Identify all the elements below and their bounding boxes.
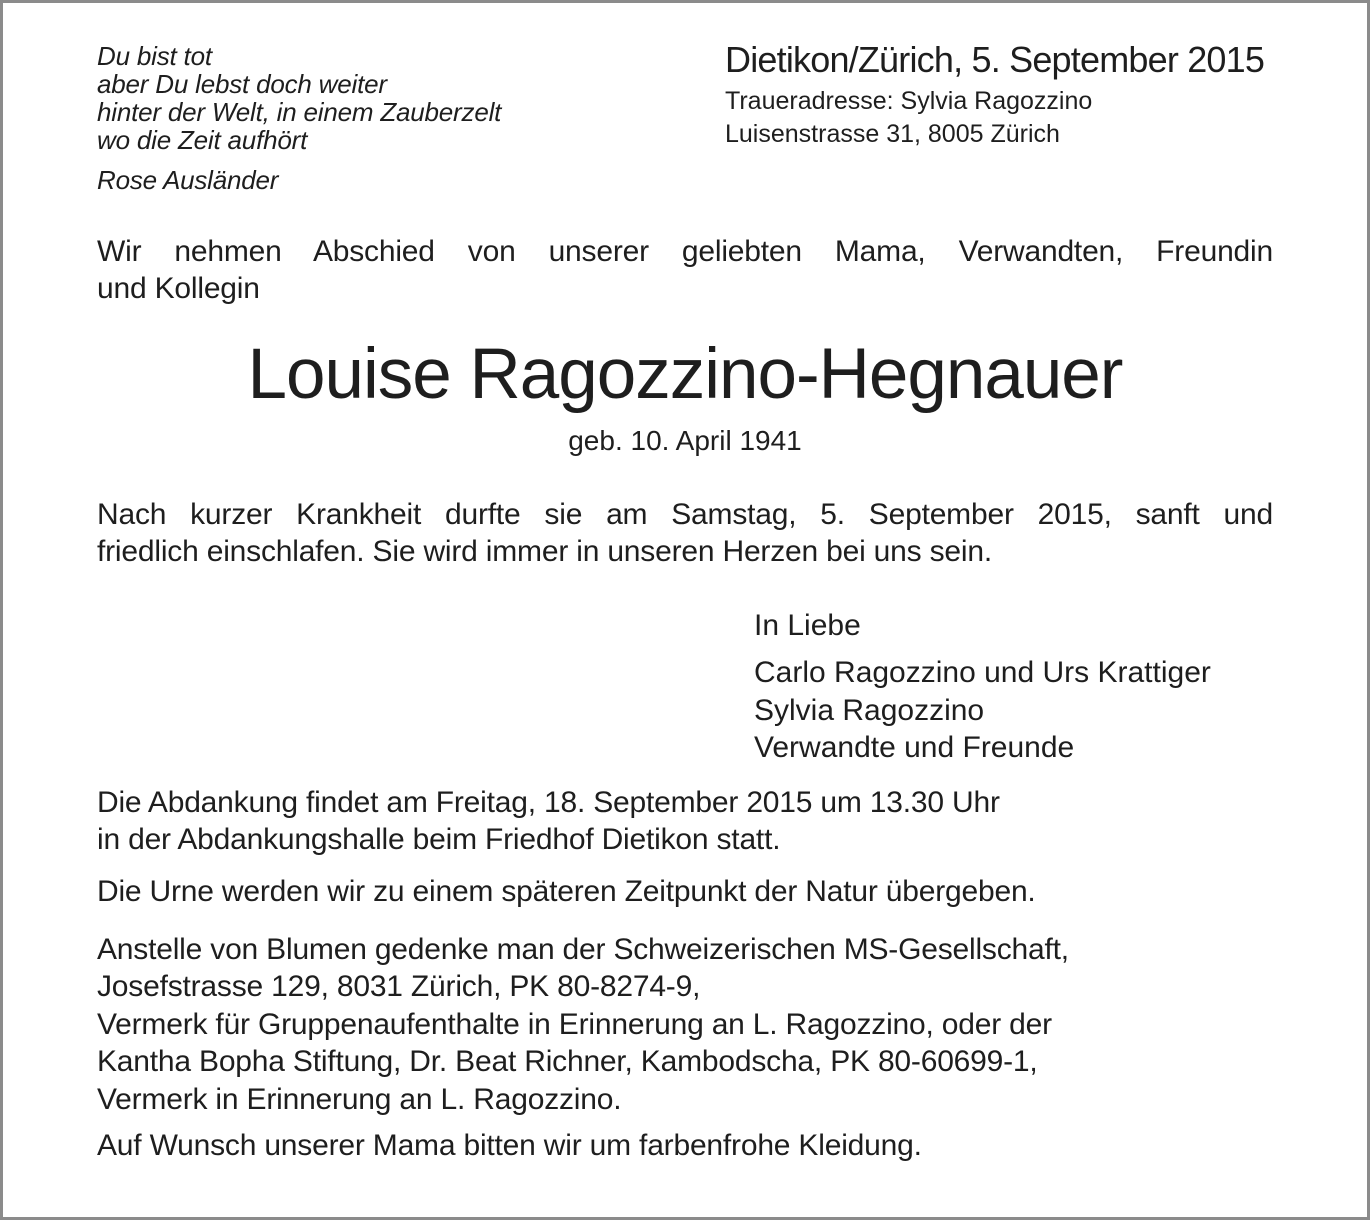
service-paragraph bbox=[97, 784, 1273, 859]
intro-line: Wir nehmen Abschied von unserer geliebten Mama, Verwandten, Freundin bbox=[97, 235, 1273, 268]
service-line: in der Abdankungshalle beim Friedhof Dietikon statt. bbox=[97, 823, 781, 857]
intro-paragraph bbox=[97, 233, 1273, 308]
signature-salutation: In Liebe bbox=[754, 609, 861, 642]
closing-paragraph bbox=[97, 1127, 1273, 1164]
deceased-name: Louise Ragozzino-Hegnauer bbox=[247, 335, 1123, 414]
donations-line: Vermerk für Gruppenaufenthalte in Erinnerung an L. Ragozzino, oder der bbox=[97, 1007, 1052, 1041]
dateline-block bbox=[725, 39, 1264, 151]
urn-paragraph bbox=[97, 873, 1273, 910]
donations-paragraph bbox=[97, 931, 1273, 1118]
place-and-date: Dietikon/Zürich, 5. September 2015 bbox=[725, 39, 1265, 80]
donations-line: Anstelle von Blumen gedenke man der Schweizerischen MS-Gesellschaft, bbox=[97, 933, 1069, 966]
donations-line: Vermerk in Erinnerung an L. Ragozzino. bbox=[97, 1082, 622, 1116]
service-line: Die Abdankung findet am Freitag, 18. September 2015 um 13.30 Uhr bbox=[97, 786, 1000, 819]
poem-author: Rose Ausländer bbox=[97, 165, 279, 195]
death-paragraph-line: friedlich einschlafen. Sie wird immer in unseren Herzen bei uns sein. bbox=[97, 535, 992, 569]
birth-date: geb. 10. April 1941 bbox=[568, 425, 802, 456]
mourning-address-line: Luisenstrasse 31, 8005 Zürich bbox=[725, 120, 1060, 148]
urn-line: Die Urne werden wir zu einem späteren Zeitpunkt der Natur übergeben. bbox=[97, 875, 1036, 908]
signature-name: Verwandte und Freunde bbox=[754, 731, 1075, 765]
signature-block bbox=[754, 607, 1211, 767]
signature-name: Carlo Ragozzino und Urs Krattiger bbox=[754, 656, 1211, 690]
death-paragraph bbox=[97, 496, 1273, 571]
donations-line: Kantha Bopha Stiftung, Dr. Beat Richner, Kambodscha, PK 80-60699-1, bbox=[97, 1045, 1038, 1079]
intro-line: und Kollegin bbox=[97, 272, 260, 306]
poem-line: hinter der Welt, in einem Zauberzelt bbox=[97, 97, 502, 127]
poem-line: Du bist tot bbox=[97, 41, 212, 71]
closing-line: Auf Wunsch unserer Mama bitten wir um farbenfrohe Kleidung. bbox=[97, 1129, 922, 1162]
poem-line: aber Du lebst doch weiter bbox=[97, 69, 387, 99]
mourning-address-line: Traueradresse: Sylvia Ragozzino bbox=[725, 87, 1093, 115]
mourning-address bbox=[725, 85, 1264, 151]
death-paragraph-line: Nach kurzer Krankheit durfte sie am Samstag, 5. September 2015, sanft und bbox=[97, 498, 1273, 531]
donations-line: Josefstrasse 129, 8031 Zürich, PK 80-8274-9, bbox=[97, 970, 701, 1004]
signature-name: Sylvia Ragozzino bbox=[754, 693, 985, 727]
poem-line: wo die Zeit aufhört bbox=[97, 125, 308, 155]
epigraph-poem bbox=[97, 42, 501, 194]
